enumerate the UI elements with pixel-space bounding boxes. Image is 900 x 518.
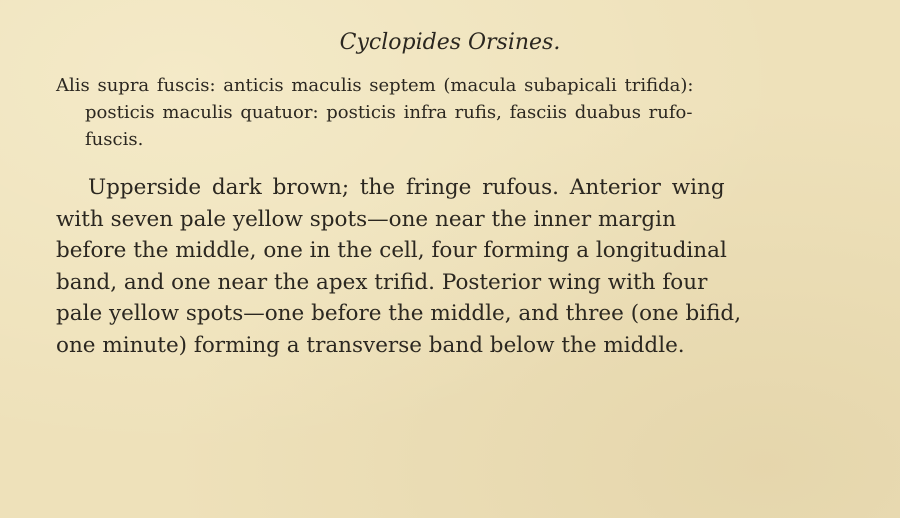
- latin-line-1: Alis supra fuscis: anticis maculis septem (macula subapicali trifida):: [56, 75, 694, 96]
- english-description: [56, 172, 842, 361]
- english-line-1: Upperside dark brown; the fringe rufous. Anterior wing: [88, 175, 725, 200]
- latin-line-3: fuscis.: [85, 129, 144, 150]
- latin-diagnosis: [56, 72, 842, 153]
- english-line-3: before the middle, one in the cell, four forming a longitudinal: [56, 238, 727, 263]
- english-line-4: band, and one near the apex trifid. Posterior wing with four: [56, 269, 708, 295]
- english-line-5: pale yellow spots—one before the middle, and three (one bifid,: [56, 301, 742, 326]
- latin-line-2: posticis maculis quatuor: posticis infra rufis, fasciis duabus rufo-: [85, 102, 693, 123]
- english-line-6: one minute) forming a transverse band below the middle.: [56, 332, 685, 358]
- english-line-2: with seven pale yellow spots—one near the inner margin: [56, 206, 676, 232]
- species-title: Cyclopides Orsines.: [339, 30, 561, 55]
